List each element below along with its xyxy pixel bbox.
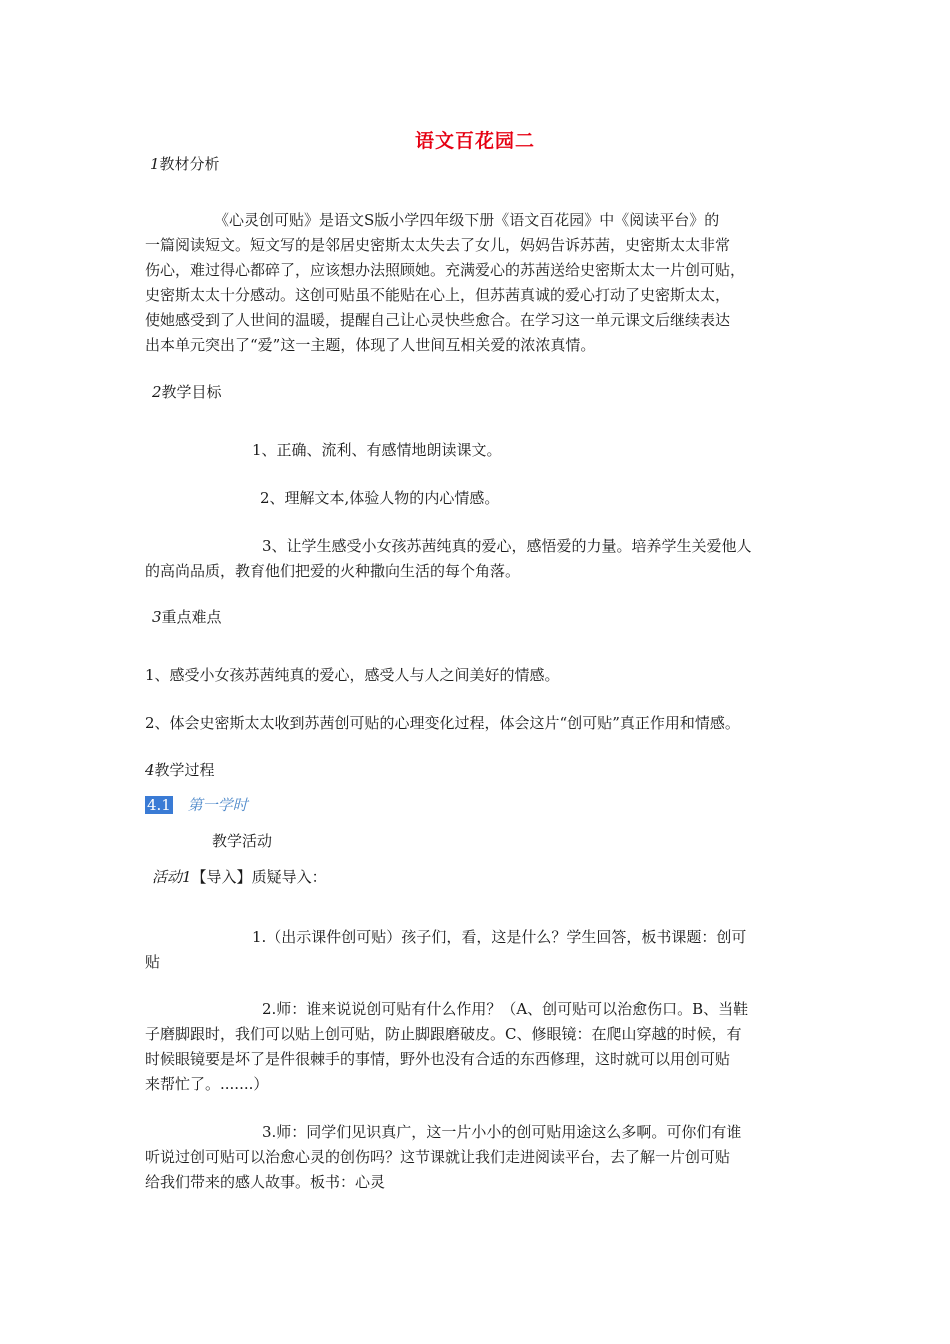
paragraph-line: 史密斯太太十分感动。这创可贴虽不能贴在心上，但苏茜真诚的爱心打动了史密斯太太， (145, 286, 731, 304)
section-label: 重点难点 (161, 608, 222, 626)
step-line: 子磨脚跟时，我们可以贴上创可贴，防止脚跟磨破皮。C、修眼镜：在爬山穿越的时候，有 (145, 1025, 742, 1043)
paragraph-line: 使她感受到了人世间的温暖，提醒自己让心灵快些愈合。在学习这一单元课文后继续表达 (145, 311, 731, 329)
goal-item: 1、正确、流利、有感情地朗读课文。 (252, 441, 502, 459)
section-number: 1 (150, 155, 160, 173)
paragraph-line: 出本单元突出了“爱”这一主题，体现了人世间互相关爱的浓浓真情。 (145, 336, 596, 354)
section-heading-key-points (152, 605, 222, 629)
section-heading-goals (152, 380, 222, 404)
step-line: 1.（出示课件创可贴）孩子们，看，这是什么？学生回答，板书课题：创可 (252, 928, 747, 946)
step-line: 贴 (145, 953, 161, 971)
paragraph-line: 一篇阅读短文。短文写的是邻居史密斯太太失去了女儿，妈妈告诉苏茜，史密斯太太非常 (145, 236, 731, 254)
key-point: 1、感受小女孩苏茜纯真的爱心，感受人与人之间美好的情感。 (145, 666, 560, 684)
paragraph-line: 伤心，难过得心都碎了，应该想办法照顾她。充满爱心的苏茜送给史密斯太太一片创可贴， (145, 261, 746, 279)
step-line: 听说过创可贴可以治愈心灵的创伤吗？这节课就让我们走进阅读平台，去了解一片创可贴 (145, 1148, 731, 1166)
subsection-label: 第一学时 (187, 796, 248, 814)
key-point: 2、体会史密斯太太收到苏茜创可贴的心理变化过程，体会这片“创可贴”真正作用和情感。 (145, 714, 740, 732)
goal-item: 3、让学生感受小女孩苏茜纯真的爱心，感悟爱的力量。培养学生关爱他人 (262, 537, 752, 555)
subsection-number-highlight: 4.1 (147, 796, 171, 814)
step-line: 来帮忙了。.......） (145, 1075, 269, 1093)
goal-item: 2、理解文本,体验人物的内心情感。 (260, 489, 500, 507)
activity-heading: 教学活动 (212, 832, 273, 850)
section-label: 教学目标 (161, 383, 222, 401)
section-heading-process (145, 758, 215, 782)
step-line: 2.师：谁来说说创可贴有什么作用？（A、创可贴可以治愈伤口。B、当鞋 (262, 1000, 749, 1018)
activity-bracket: 【导入】 (191, 868, 252, 886)
section-number: 4 (145, 761, 155, 779)
activity-text: 质疑导入： (251, 868, 327, 886)
section-label: 教材分析 (159, 155, 220, 173)
section-label: 教学过程 (154, 761, 215, 779)
activity-prefix: 活动1 (152, 868, 192, 886)
step-line: 3.师：同学们见识真广，这一片小小的创可贴用途这么多啊。可你们有谁 (262, 1123, 742, 1141)
step-line: 给我们带来的感人故事。板书：心灵 (145, 1173, 386, 1191)
section-heading-analysis (150, 152, 220, 176)
section-number: 2 (152, 383, 162, 401)
subsection-heading (145, 793, 248, 817)
section-number: 3 (152, 608, 162, 626)
goal-item-continued: 的高尚品质，教育他们把爱的火种撒向生活的每个角落。 (145, 562, 521, 580)
step-line: 时候眼镜要是坏了是件很棘手的事情，野外也没有合适的东西修理，这时就可以用创可贴 (145, 1050, 731, 1068)
document-title: 语文百花园二 (414, 130, 535, 152)
activity-line (152, 865, 327, 889)
paragraph-line: 《心灵创可贴》是语文S版小学四年级下册《语文百花园》中《阅读平台》的 (214, 211, 720, 229)
